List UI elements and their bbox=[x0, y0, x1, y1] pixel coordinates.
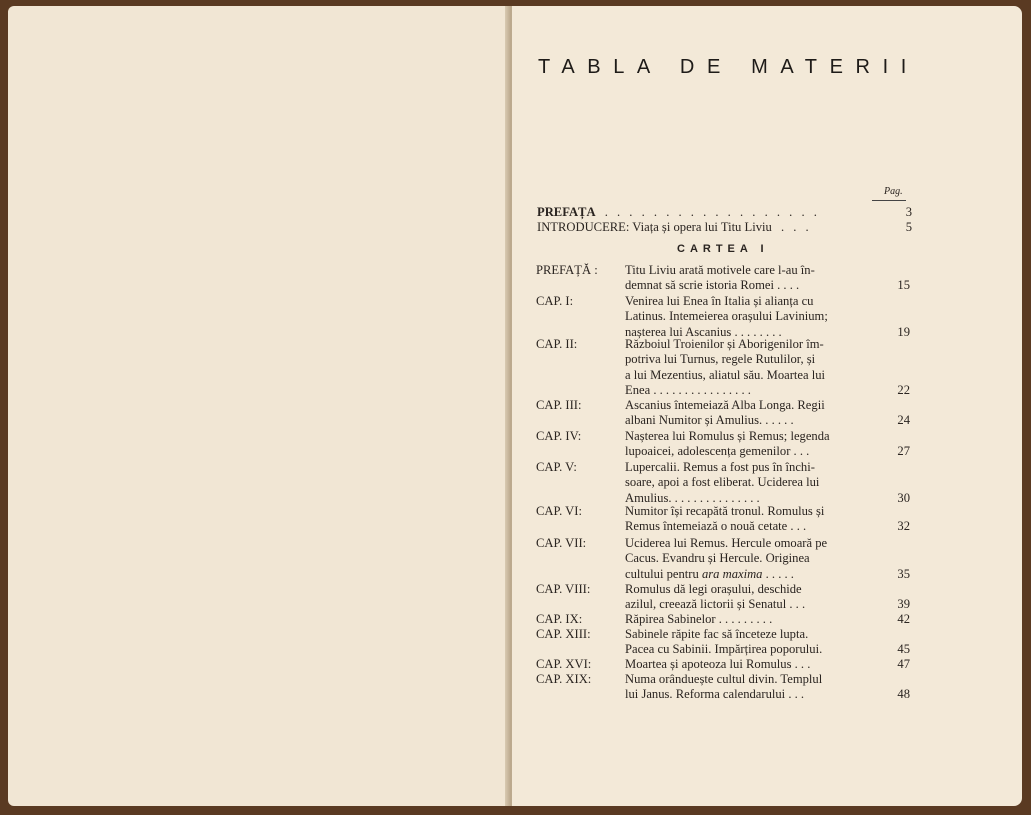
chapter-description-line: cultului pentru ara maxima . . . . . bbox=[625, 566, 794, 581]
chapter-label: CAP. XVI: bbox=[536, 657, 592, 671]
chapter-label: CAP. I: bbox=[536, 294, 574, 308]
chapter-label: CAP. XIX: bbox=[536, 672, 592, 686]
chapter-label: CAP. V: bbox=[536, 460, 577, 474]
chapter-label: CAP. IX: bbox=[536, 612, 583, 626]
page-number: 24 bbox=[897, 413, 910, 428]
chapter-description-line: nașterea lui Ascanius . . . . . . . . bbox=[625, 324, 782, 339]
chapter-description-line: Războiul Troienilor și Aborigenilor îm- bbox=[625, 337, 824, 351]
toc-entry-introducere: INTRODUCERE: Viața și opera lui Titu Liviu . . . bbox=[537, 220, 812, 234]
chapter-description-line: Enea . . . . . . . . . . . . . . . . bbox=[625, 383, 751, 398]
chapter-description-line: Răpirea Sabinelor . . . . . . . . . bbox=[625, 612, 773, 626]
chapter-description-line: Numa orânduește cultul divin. Templul bbox=[625, 672, 823, 686]
chapter-description-line: Lupercalii. Remus a fost pus în închi- bbox=[625, 460, 815, 474]
chapter-description-line: potriva lui Turnus, regele Rutulilor, și bbox=[625, 352, 816, 367]
chapter-description-line: lupoaicei, adolescența gemenilor . . . bbox=[625, 444, 810, 459]
chapter-description-line: azilul, creează lictorii și Senatul . . . bbox=[625, 597, 806, 612]
page-number: 42 bbox=[897, 612, 910, 626]
chapter-description-line: a lui Mezentius, aliatul său. Moartea lui bbox=[625, 367, 826, 382]
page-number: 39 bbox=[897, 597, 910, 612]
chapter-label: PREFAȚĂ : bbox=[536, 263, 598, 277]
book-heading: CARTEA I bbox=[677, 243, 769, 255]
chapter-description-line: Titu Liviu arată motivele care l-au în- bbox=[625, 263, 815, 277]
chapter-description-line: lui Janus. Reforma calendarului . . . bbox=[625, 687, 805, 702]
page-title: TABLA DE MATERII bbox=[538, 56, 919, 78]
chapter-label: CAP. III: bbox=[536, 398, 582, 412]
chapter-label: CAP. VII: bbox=[536, 536, 587, 550]
page-number: 32 bbox=[897, 519, 910, 534]
chapter-description-line: demnat să scrie istoria Romei . . . . bbox=[625, 278, 800, 293]
page-number: 27 bbox=[897, 444, 910, 459]
chapter-description-line: Moartea și apoteoza lui Romulus . . . bbox=[625, 657, 811, 671]
page-number: 48 bbox=[897, 687, 910, 702]
chapter-description-line: Pacea cu Sabinii. Impărțirea poporului. bbox=[625, 642, 823, 657]
chapter-label: CAP. IV: bbox=[536, 429, 582, 443]
page-number: 3 bbox=[905, 205, 912, 219]
header-rule bbox=[872, 200, 906, 201]
chapter-description-line: Nașterea lui Romulus și Remus; legenda bbox=[625, 429, 830, 443]
chapter-description-line: Remus întemeiază o nouă cetate . . . bbox=[625, 519, 807, 534]
page-number: 47 bbox=[897, 657, 910, 671]
page-number: 5 bbox=[905, 220, 912, 234]
chapter-description-line: Numitor își recapătă tronul. Romulus și bbox=[625, 504, 825, 518]
chapter-description-line: albani Numitor și Amulius. . . . . . bbox=[625, 413, 794, 428]
chapter-description-line: Ascanius întemeiază Alba Longa. Regii bbox=[625, 398, 825, 412]
left-page bbox=[8, 6, 510, 806]
page-number: 22 bbox=[897, 383, 910, 398]
chapter-label: CAP. VIII: bbox=[536, 582, 591, 596]
chapter-description-line: soare, apoi a fost eliberat. Uciderea lui bbox=[625, 475, 820, 490]
page-number: 35 bbox=[897, 566, 910, 581]
show-through-text bbox=[88, 90, 478, 105]
page-column-header: Pag. bbox=[884, 186, 903, 197]
chapter-description-line: Amulius. . . . . . . . . . . . . . . bbox=[625, 490, 760, 505]
page-number: 45 bbox=[897, 642, 910, 657]
chapter-label: CAP. XIII: bbox=[536, 627, 591, 641]
chapter-label: CAP. VI: bbox=[536, 504, 582, 518]
chapter-description-line: Venirea lui Enea în Italia și alianța cu bbox=[625, 294, 814, 308]
toc-entry-prefata: PREFAȚA . . . . . . . . . . . . . . . . . . bbox=[537, 205, 820, 219]
chapter-description-line: Uciderea lui Remus. Hercule omoară pe bbox=[625, 536, 828, 550]
chapter-description-line: Sabinele răpite fac să înceteze lupta. bbox=[625, 627, 809, 641]
chapter-description-line: Latinus. Intemeierea orașului Lavinium; bbox=[625, 309, 828, 324]
chapter-description-line: Romulus dă legi orașului, deschide bbox=[625, 582, 802, 596]
page-number: 15 bbox=[897, 278, 910, 293]
chapter-description-line: Cacus. Evandru și Hercule. Originea bbox=[625, 551, 810, 566]
page-number: 19 bbox=[897, 324, 910, 339]
page-number: 30 bbox=[897, 490, 910, 505]
chapter-label: CAP. II: bbox=[536, 337, 578, 351]
